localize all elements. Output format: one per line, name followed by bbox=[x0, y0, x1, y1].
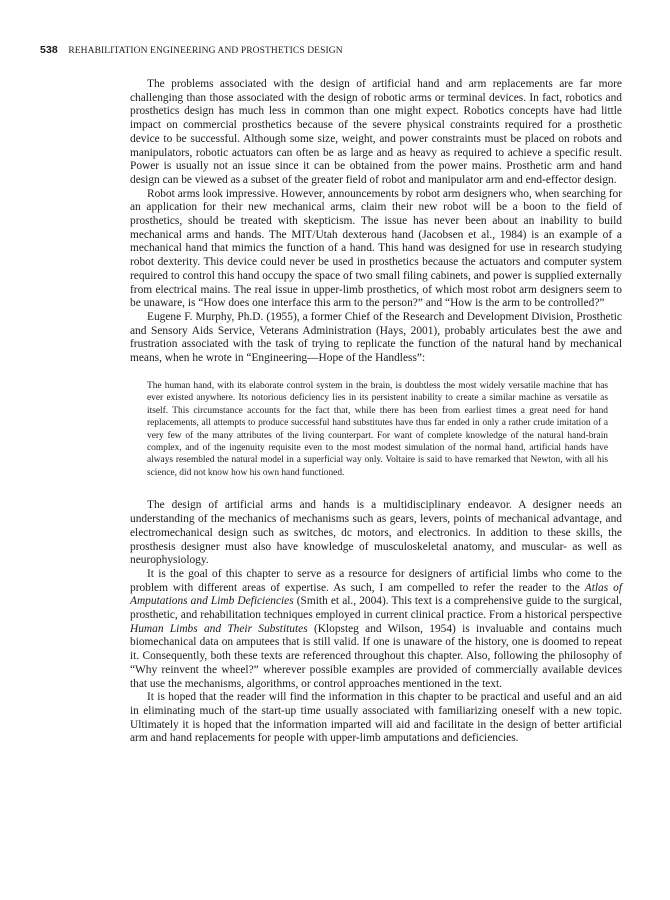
paragraph bbox=[130, 568, 622, 691]
body-text bbox=[130, 78, 622, 746]
block-quote bbox=[147, 380, 608, 480]
paragraph: Eugene F. Murphy, Ph.D. (1955), a former Chief of the Research and Development Division, Prosthetic and Sensory Aids Service, Veterans Administration (Hays, 2001), probably articulates best the awe and frustration associated with the task of trying to replicate the function of the natural hand by mechanical means, when he wrote in “Engineering—Hope of the Handless”: bbox=[130, 310, 622, 365]
running-title: REHABILITATION ENGINEERING AND PROSTHETICS DESIGN bbox=[68, 46, 343, 56]
paragraph: The problems associated with the design of artificial hand and arm replacements are far more challenging than those associated with the design of robotic arms or terminal devices. In fact, robotics and prosthetics design has much less in common than one might expect. Robotics concepts have had little impact on commercial prosthetics because of the severe physical constraints required for a prosthetic device to be successful. Although some size, weight, and power constraints must be placed on robots and manipulators, robotic actuators can often be as large and as heavy as required to achieve a specific result. Power is usually not an issue since it can be obtained from the power mains. Prosthetic arm and hand design can be viewed as a subset of the greater field of robot and manipulator arm and end-effector design. bbox=[130, 78, 622, 186]
book-title-human-limbs: Human Limbs and Their Substitutes bbox=[130, 622, 308, 635]
text-run: It is the goal of this chapter to serve as a resource for designers of artificial limbs who come to the problem with different areas of expertise. As such, I am compelled to refer the reader to the bbox=[130, 567, 622, 594]
running-header bbox=[40, 44, 640, 56]
text-run: (Klopsteg and Wilson, 1954) is invaluable and contains much biomechanical data on amputees that is still valid. If one is unaware of the history, one is doomed to repeat it. Consequently, both these texts are referenced throughout this chapter. Also, following the philosophy of “Why reinvent the wheel?” wherever possible examples are provided of commercially available devices that use the mechanisms, algorithms, or control approaches mentioned in the text. bbox=[130, 622, 622, 690]
text-run: (Smith et al., 2004). This text is a comprehensive guide to the surgical, prosthetic, and rehabilitation techniques employed in current clinical practice. From a historical perspective bbox=[130, 595, 622, 622]
paragraph: It is hoped that the reader will find the information in this chapter to be practical and useful and an aid in eliminating much of the start-up time usually associated with familiarizing oneself with a new topic. Ultimately it is hoped that the information imparted will aid and facilitate in the design of better artificial arm and hand replacements for people with upper-limb amputations and deficiencies. bbox=[130, 691, 622, 745]
quote-text: The human hand, with its elaborate control system in the brain, is doubtless the most widely versatile machine that has ever existed anywhere. Its notorious deficiency lies in its persistent inability to create a similar machine as versatile as itself. This circumstance accounts for the fact that, while there has been from earliest times a great need for hand replacements, all attempts to produce successful hand substitutes have thus far ended in only a rather crude imitation of a very few of the many attributes of the living counterpart. For want of complete knowledge of the natural hand-brain complex, and of the ingenuity requisite even to the most modest simulation of the normal hand, artificial hands have always resembled the natural model in a superficial way only. Voltaire is said to have remarked that Newton, with all his science, did not know how his own hand functioned. bbox=[147, 380, 608, 478]
page-number: 538 bbox=[40, 44, 58, 56]
paragraph: Robot arms look impressive. However, announcements by robot arm designers who, when searching for an application for their new mechanical arms, claim their new robot will be a boon to the field of prosthetics, should be treated with skepticism. The issue has never been about an inability to build mechanical arms and hands. The MIT/Utah dexterous hand (Jacobsen et al., 1984) is an example of a mechanical hand that mimics the function of a hand. This hand was designed for use in research studying robot dexterity. This device could never be used in prosthetics because the actuators and computer system required to control this hand occupy the space of two small filing cabinets, and power is supplied externally from electrical mains. The real issue in upper-limb prosthetics, of which most robot arm designers seem to be unaware, is “How does one interface this arm to the person?” and “How is the arm to be controlled?” bbox=[130, 187, 622, 310]
book-title-atlas: Atlas of Amputations and Limb Deficiencies bbox=[130, 581, 622, 608]
paragraph: The design of artificial arms and hands is a multidisciplinary endeavor. A designer needs an understanding of the mechanics of mechanisms such as gears, levers, points of mechanical advantage, and electromechanical design such as switches, dc motors, and electronics. In addition to these skills, the prosthesis designer must also have knowledge of musculoskeletal anatomy, and muscular- as well as neurophysiology. bbox=[130, 499, 622, 567]
